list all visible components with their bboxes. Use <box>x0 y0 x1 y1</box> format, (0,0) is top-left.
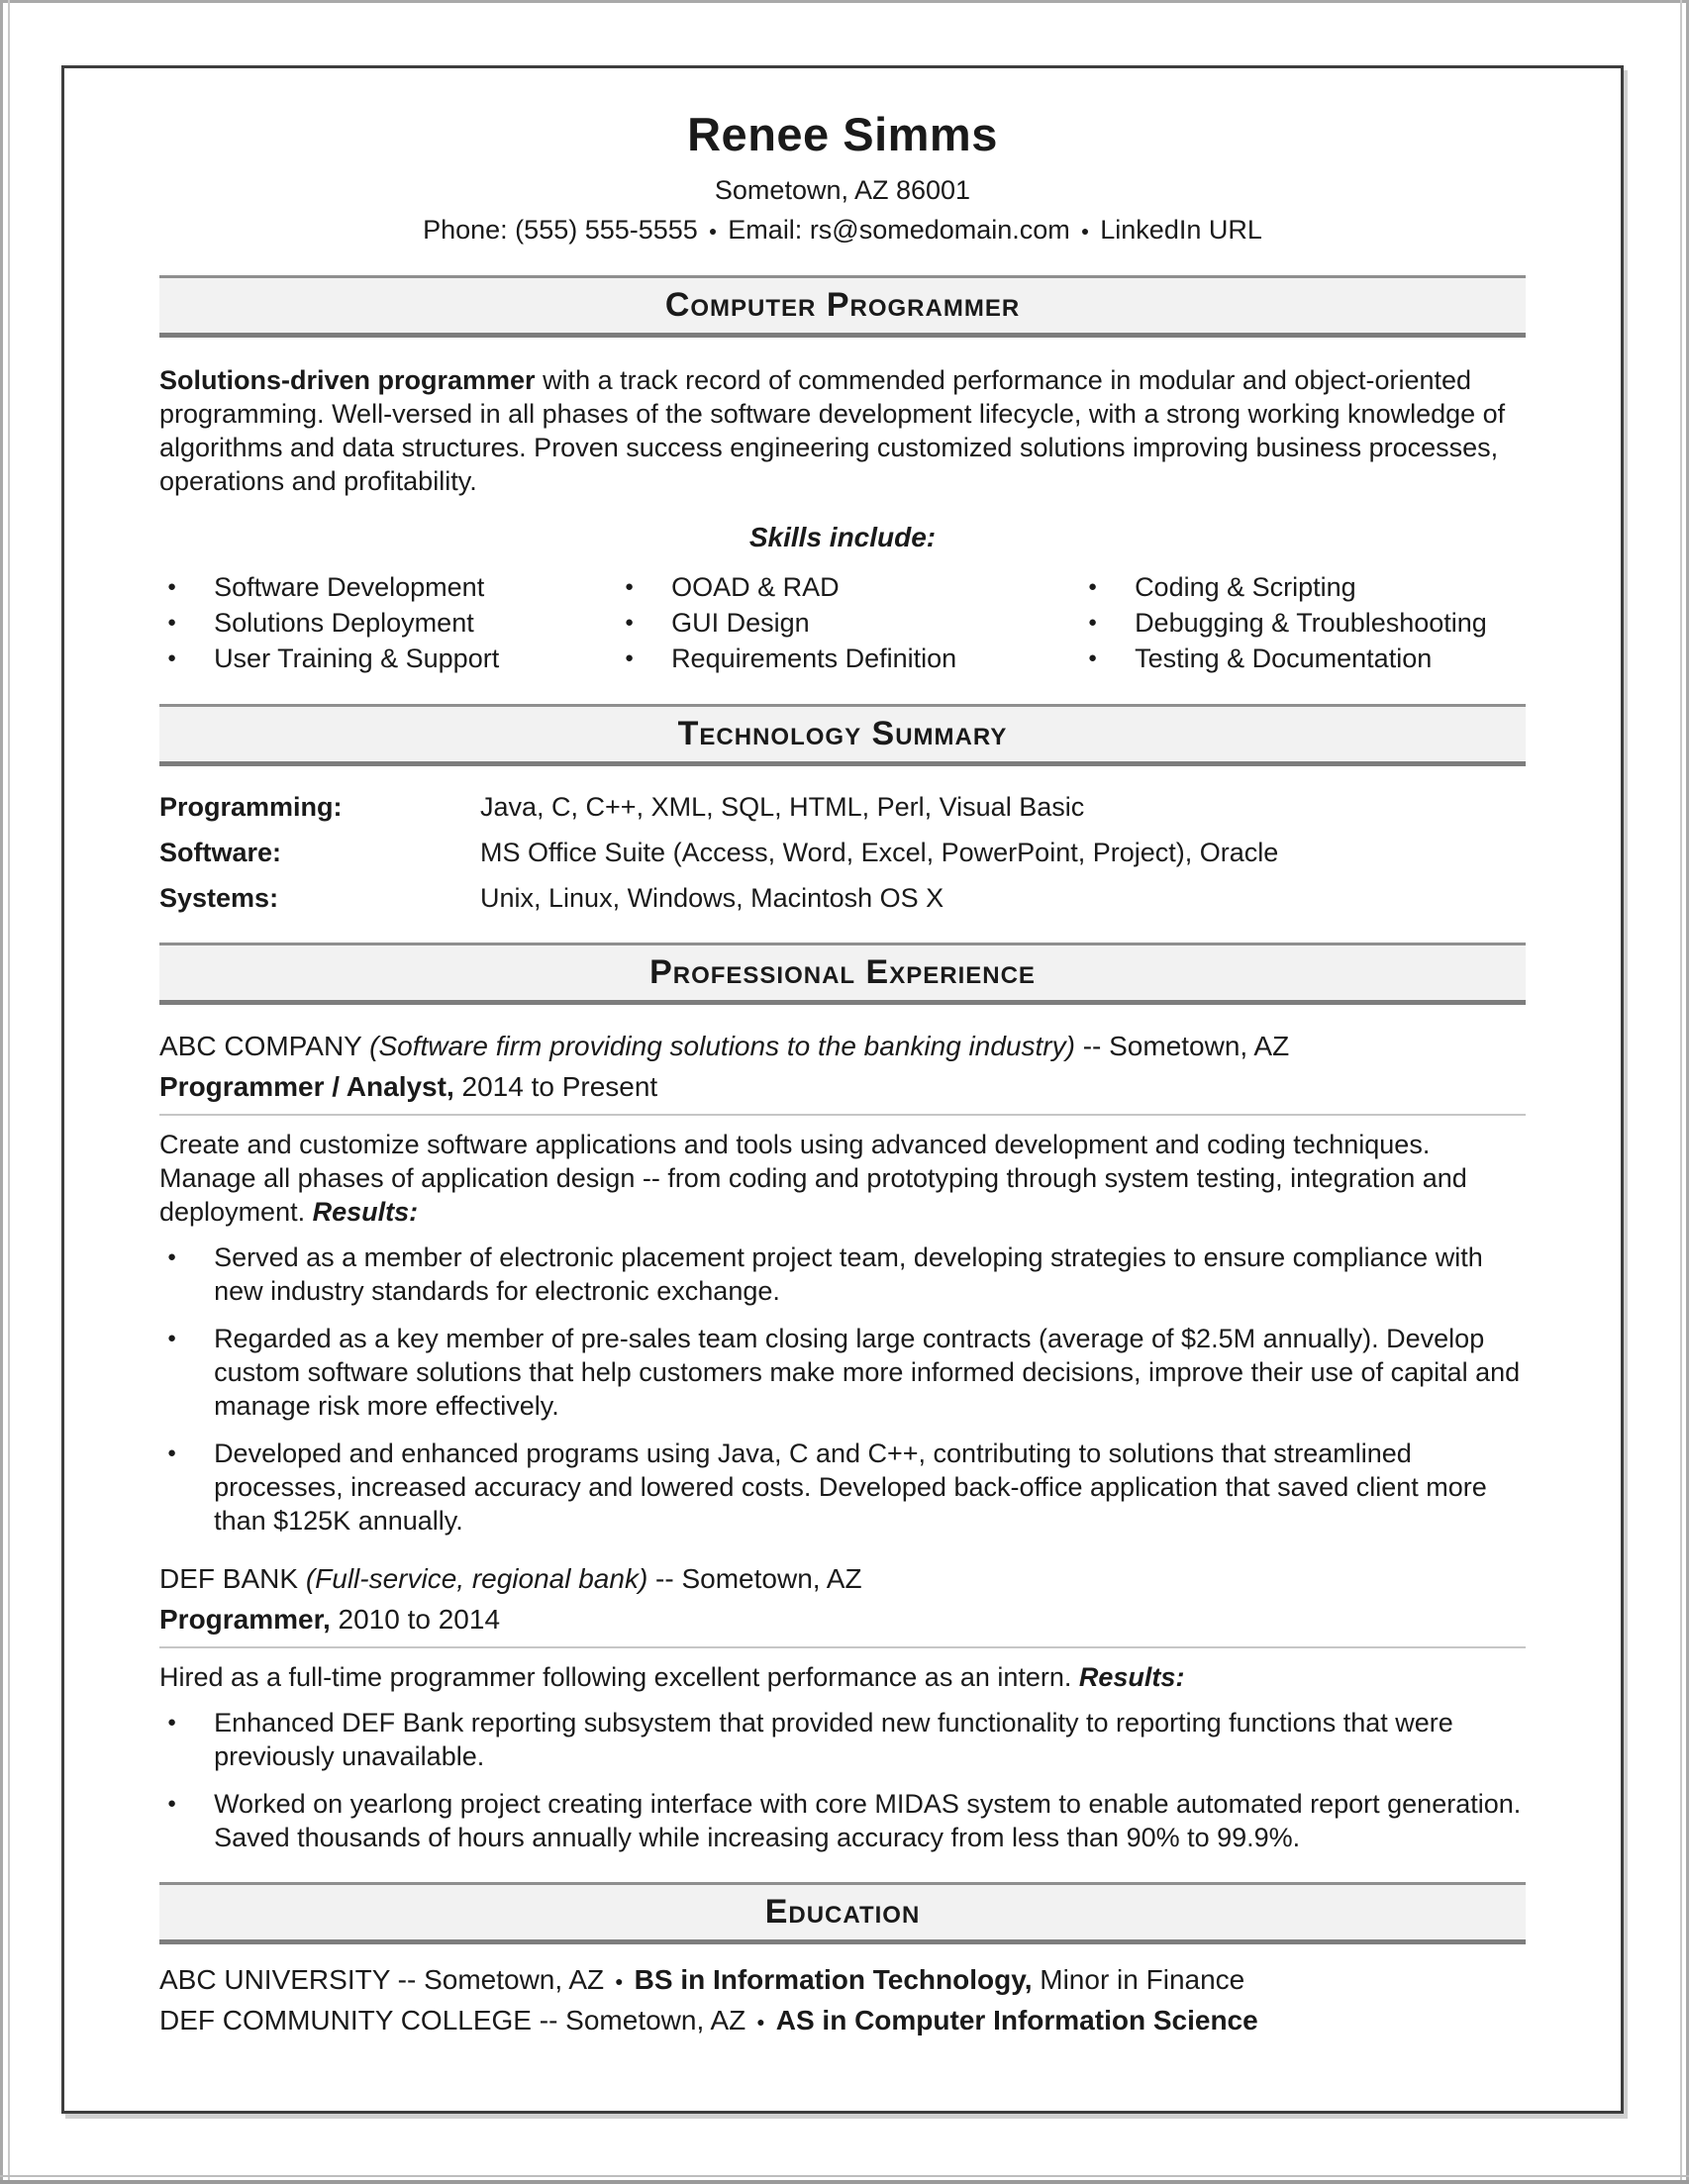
bullet-icon: ● <box>1088 578 1098 595</box>
profile-rest-text: with a track record of commended performance in modular and object-oriented programming. Well-versed in all phases of the software development lifecycle, with a strong working knowledge of algorithms and data structures. Proven success engineering customized solutions improving business processes, operations and profitability. <box>159 365 1506 496</box>
list-item <box>159 1706 1526 1773</box>
section-title-technology-summary: Technology Summary <box>677 715 1008 752</box>
skill-label: Testing & Documentation <box>1135 644 1433 673</box>
company-description: (Software firm providing solutions to the banking industry) <box>369 1031 1075 1061</box>
skill-item <box>1080 641 1526 676</box>
job-bullet-list <box>159 1706 1526 1854</box>
job-dates: 2010 to 2014 <box>330 1604 501 1635</box>
bullet-icon: ● <box>1088 649 1098 666</box>
company-location: -- Sometown, AZ <box>647 1563 862 1594</box>
section-header-professional-experience <box>159 943 1526 1005</box>
contact-line <box>159 213 1526 248</box>
linkedin-text: LinkedIn URL <box>1100 215 1262 245</box>
phone-text: Phone: (555) 555-5555 <box>423 215 698 245</box>
bullet-text: Regarded as a key member of pre-sales team closing large contracts (average of $2.5M annually). Develop custom software solutions that help customers make more informed decisions, improve their use of capital and manage risk more effectively. <box>214 1324 1521 1421</box>
bullet-icon: ● <box>625 614 635 631</box>
school-name: ABC UNIVERSITY -- Sometown, AZ <box>159 1964 605 1995</box>
tech-value: Java, C, C++, XML, SQL, HTML, Perl, Visual Basic <box>480 792 1085 822</box>
experience-entry-abc-company <box>159 1029 1526 1538</box>
degree-name: AS in Computer Information Science <box>775 2005 1258 2035</box>
candidate-name: Renee Simms <box>687 108 998 160</box>
dot-separator-icon: ● <box>615 1973 624 1989</box>
bullet-icon: ● <box>167 1444 177 1461</box>
bullet-icon: ● <box>167 1248 177 1265</box>
technology-summary-table <box>159 790 1526 915</box>
education-entry <box>159 2001 1526 2041</box>
skills-column-3 <box>1080 569 1526 676</box>
list-item <box>159 1787 1526 1854</box>
degree-name: BS in Information Technology, <box>634 1964 1033 1995</box>
section-header-education <box>159 1882 1526 1944</box>
skill-item <box>617 641 1080 676</box>
section-title-role: Computer Programmer <box>664 286 1021 324</box>
frame-left-inner-line <box>8 0 10 2184</box>
tech-value: Unix, Linux, Windows, Macintosh OS X <box>480 883 944 913</box>
results-label: Results: <box>312 1197 419 1227</box>
tech-row <box>159 881 1526 915</box>
tech-value: MS Office Suite (Access, Word, Excel, PowerPoint, Project), Oracle <box>480 838 1279 867</box>
bullet-text: Developed and enhanced programs using Java, C and C++, contributing to solutions that streamlined processes, increased accuracy and lowered costs. Developed back-office application that saved client more than $125K annually. <box>214 1439 1487 1536</box>
company-name: ABC COMPANY <box>159 1031 370 1061</box>
tech-row <box>159 790 1526 824</box>
skill-label: Debugging & Troubleshooting <box>1135 608 1487 638</box>
list-item <box>159 1241 1526 1308</box>
dot-separator-icon: ● <box>708 223 718 239</box>
job-title-line <box>159 1069 1526 1116</box>
job-summary <box>159 1660 1526 1694</box>
tech-row <box>159 836 1526 869</box>
skill-label: GUI Design <box>671 608 810 638</box>
company-line <box>159 1029 1526 1063</box>
job-summary <box>159 1128 1526 1229</box>
section-title-professional-experience: Professional Experience <box>649 953 1036 991</box>
results-label: Results: <box>1078 1662 1185 1692</box>
skill-item <box>159 641 617 676</box>
job-bullet-list <box>159 1241 1526 1538</box>
dot-separator-icon: ● <box>756 2014 765 2030</box>
bullet-text: Worked on yearlong project creating interface with core MIDAS system to enable automated report generation. Saved thousands of hours annually while increasing accuracy from less than 90% to 99.9%. <box>214 1789 1522 1852</box>
bullet-text: Served as a member of electronic placement project team, developing strategies to ensure compliance with new industry standards for electronic exchange. <box>214 1242 1483 1306</box>
list-item <box>159 1322 1526 1423</box>
skill-label: Requirements Definition <box>671 644 957 673</box>
education-list <box>159 1960 1526 2041</box>
skill-label: OOAD & RAD <box>671 572 840 602</box>
bullet-icon: ● <box>167 1330 177 1346</box>
skill-item <box>1080 605 1526 641</box>
section-title-education: Education <box>764 1893 921 1931</box>
bullet-icon: ● <box>167 614 177 631</box>
bullet-icon: ● <box>167 1795 177 1812</box>
school-name: DEF COMMUNITY COLLEGE -- Sometown, AZ <box>159 2005 746 2035</box>
frame-bottom-line <box>0 2180 1689 2184</box>
bullet-icon: ● <box>167 649 177 666</box>
skills-heading: Skills include: <box>748 522 937 552</box>
section-header-role <box>159 275 1526 338</box>
frame-left-line <box>0 0 3 2184</box>
degree-minor: Minor in Finance <box>1032 1964 1245 1995</box>
company-location: -- Sometown, AZ <box>1074 1031 1290 1061</box>
bullet-icon: ● <box>1088 614 1098 631</box>
candidate-address: Sometown, AZ 86001 <box>714 175 971 205</box>
skill-item <box>159 569 617 605</box>
skill-item <box>159 605 617 641</box>
skills-grid <box>159 569 1526 676</box>
tech-label: Systems: <box>159 883 279 913</box>
email-text: Email: rs@somedomain.com <box>728 215 1070 245</box>
resume-content <box>64 68 1621 2041</box>
company-name: DEF BANK <box>159 1563 306 1594</box>
skill-label: User Training & Support <box>214 644 500 673</box>
resume-page <box>61 65 1624 2114</box>
skill-label: Coding & Scripting <box>1135 572 1356 602</box>
skill-item <box>617 569 1080 605</box>
job-title-line <box>159 1602 1526 1648</box>
frame-bottom-inner-line <box>0 2175 1689 2177</box>
profile-lead-text: Solutions-driven programmer <box>159 365 536 395</box>
skills-column-1 <box>159 569 617 676</box>
job-summary-text: Hired as a full-time programmer following excellent performance as an intern. <box>159 1662 1079 1692</box>
bullet-text: Enhanced DEF Bank reporting subsystem that provided new functionality to reporting functions that were previously unavailable. <box>214 1708 1453 1771</box>
frame-right-inner-line <box>1680 0 1682 2184</box>
tech-label: Software: <box>159 838 282 867</box>
bullet-icon: ● <box>167 1714 177 1731</box>
job-dates: 2014 to Present <box>453 1071 658 1102</box>
tech-label: Programming: <box>159 792 343 822</box>
skill-label: Solutions Deployment <box>214 608 474 638</box>
company-line <box>159 1561 1526 1596</box>
bullet-icon: ● <box>167 578 177 595</box>
skill-item <box>617 605 1080 641</box>
section-header-technology-summary <box>159 704 1526 766</box>
job-title: Programmer / Analyst, <box>159 1071 454 1102</box>
job-title: Programmer, <box>159 1604 331 1635</box>
bullet-icon: ● <box>625 649 635 666</box>
skills-column-2 <box>617 569 1080 676</box>
bullet-icon: ● <box>625 578 635 595</box>
company-description: (Full-service, regional bank) <box>305 1563 648 1594</box>
job-summary-text: Create and customize software applications and tools using advanced development and coding techniques. Manage all phases of application design -- from coding and prototyping through system testing, integration and deployment. <box>159 1130 1467 1227</box>
dot-separator-icon: ● <box>1080 223 1090 239</box>
frame-top-line <box>0 0 1689 3</box>
education-entry <box>159 1960 1526 2001</box>
experience-entry-def-bank <box>159 1561 1526 1854</box>
skill-label: Software Development <box>214 572 485 602</box>
profile-summary <box>159 363 1526 498</box>
list-item <box>159 1437 1526 1538</box>
skill-item <box>1080 569 1526 605</box>
